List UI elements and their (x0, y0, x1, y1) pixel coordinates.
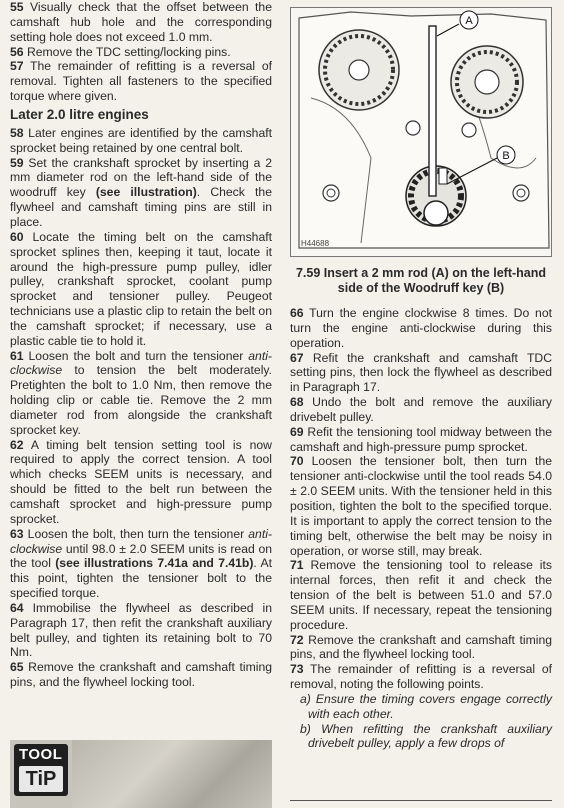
paragraph-59: 59 Set the crankshaft sprocket by inserting a 2 mm diameter rod on the left-hand side of the woodruff key (see illustration). Check the flywheel and camshaft timing pins are still in place. (10, 155, 272, 229)
label-b: B (502, 150, 510, 162)
paragraph-70: 70 Loosen the tensioner bolt, then turn the tensioner anti-clockwise until the tool reads 54.0 ± 2.0 SEEM units. With the tensioner held in this position, tighten the bolt to the specified torque. It is important to apply the correct tension to the timing belt, otherwise the belt may be noisy in operation, or worse still, may break. (290, 454, 552, 558)
section-heading: Later 2.0 litre engines (10, 106, 149, 122)
illustration-reference: (see illustration) (95, 185, 197, 200)
bolt (406, 121, 420, 135)
engine-illustration (290, 7, 552, 257)
tool-tip-box (10, 740, 272, 808)
paragraph-56: 56 Remove the TDC setting/locking pins. (10, 44, 231, 59)
timing-diagram (291, 8, 552, 257)
bolt (462, 123, 476, 137)
paragraph-55: 55 Visually check that the offset between the camshaft hub hole and the corresponding setting hole does not exceed 1.0 mm. (10, 0, 272, 44)
paragraph-67: 67 Refit the crankshaft and camshaft TDC setting pins, then lock the flywheel as described in Paragraph 17. (290, 350, 552, 395)
sprocket-hub (349, 60, 369, 80)
bolt (323, 185, 339, 201)
paragraph-61: 61 Loosen the bolt and turn the tensioner anti-clockwise to tension the belt moderately. Pretighten the bolt to 1.0 Nm, then remove the holding clip or cable tie. Remove the 2 mm diameter rod from alongside the crankshaft sprocket key. (10, 348, 272, 437)
tool-tip-photo (72, 740, 272, 808)
left-column (10, 0, 272, 690)
bottom-rule (290, 800, 552, 801)
right-column (290, 0, 552, 751)
paragraph-60: 60 Locate the timing belt on the camshaft sprocket splines then, keeping it taut, locate it around the high-pressure pump pulley, idler pulley, crankshaft sprocket, coolant pump sprocket and tensioner pulley. Peugeot technicians use a plastic clip to retain the belt on the camshaft sprocket; if necessary, use a plastic cable tie to hold it. (10, 229, 272, 348)
crankshaft-nose (424, 201, 448, 225)
setting-rod (429, 26, 436, 196)
figure-caption: 7.59 Insert a 2 mm rod (A) on the left-hand side of the Woodruff key (B) (295, 266, 547, 295)
label-a: A (465, 15, 473, 27)
paragraph-69: 69 Refit the tensioning tool midway between the camshaft and high-pressure pump sprocket. (290, 424, 552, 454)
paragraph-64: 64 Immobilise the flywheel as described in Paragraph 17, then refit the crankshaft auxiliary belt pulley, and tighten its retaining bolt to 70 Nm. (10, 600, 272, 660)
sub-item-a: a) Ensure the timing covers engage correctly with each other. (300, 691, 552, 721)
bolt (513, 185, 529, 201)
paragraph-63: 63 Loosen the bolt, then turn the tensioner anti-clockwise until 98.0 ± 2.0 SEEM units is read on the tool (see illustrations 7.41a and 7.41b). At this point, tighten the tensioner bolt to the specified torque. (10, 526, 272, 601)
paragraph-57: 57 The remainder of refitting is a reversal of removal. Tighten all fasteners to the specified torque where given. (10, 59, 272, 104)
sprocket-hub (475, 70, 499, 94)
woodruff-key (439, 168, 447, 184)
figure-code: H44688 (301, 239, 330, 249)
paragraph-62: 62 A timing belt tension setting tool is now required to apply the correct tension. A tool which checks SEEM units is necessary, and should be fitted to the belt run between the camshaft sprocket and high-pressure pump sprocket. (10, 437, 272, 526)
paragraph-65: 65 Remove the crankshaft and camshaft timing pins, and the flywheel locking tool. (10, 660, 272, 690)
illustration-reference: (see illustrations 7.41a and 7.41b) (55, 556, 254, 571)
sub-item-b: b) When refitting the crankshaft auxiliary drivebelt pulley, apply a few drops of (300, 721, 552, 751)
tool-tip-badge: TOOL TiP (14, 744, 68, 796)
paragraph-68: 68 Undo the bolt and remove the auxiliary drivebelt pulley. (290, 395, 552, 424)
paragraph-71: 71 Remove the tensioning tool to release its internal forces, then refit it and check the tension of the belt is between 51.0 and 57.0 SEEM units. If necessary, repeat the tensioning procedure. (290, 558, 552, 632)
paragraph-72: 72 Remove the crankshaft and camshaft timing pins, and the flywheel locking tool. (290, 632, 552, 662)
paragraph-66: 66 Turn the engine clockwise 8 times. Do not turn the engine anti-clockwise during this operation. (290, 306, 552, 350)
paragraph-58: 58 Later engines are identified by the camshaft sprocket being retained by one central bolt. (10, 125, 272, 155)
paragraph-73: 73 The remainder of refitting is a reversal of removal, noting the following points. (290, 662, 552, 692)
